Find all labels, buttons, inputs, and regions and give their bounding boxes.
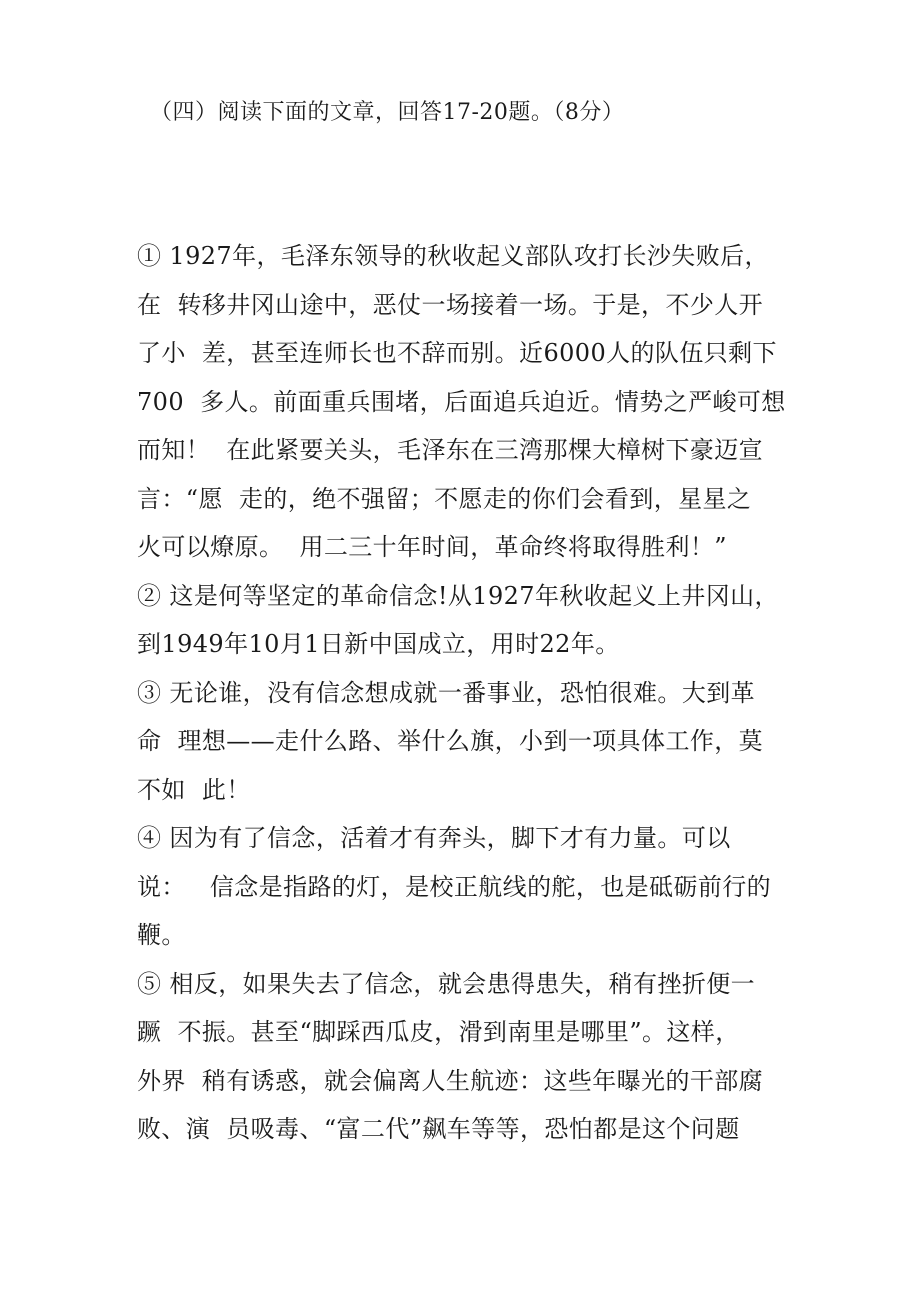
article-line: 言：“愿 走的，绝不强留；不愿走的你们会看到，星星之: [137, 484, 752, 513]
article-line: 外界 稍有诱惑，就会偏离人生航迹：这些年曝光的干部腐: [137, 1066, 764, 1095]
article-line: 700 多人。前面重兵围堵，后面追兵迫近。情势之严峻可想: [137, 387, 786, 416]
article-line: ① 1927年，毛泽东领导的秋收起义部队攻打长沙失败后，: [137, 242, 769, 270]
article-line: 败、演 员吸毒、“富二代”飙车等等，恐怕都是这个问题: [137, 1115, 740, 1143]
article-line: 火可以燎原。 用二三十年时间，革命终将取得胜利！”: [137, 533, 727, 561]
article-line: 在 转移井冈山途中，恶仗一场接着一场。于是，不少人开: [137, 290, 764, 319]
article-line: 鞭。: [137, 921, 186, 949]
article-line: ⑤ 相反，如果失去了信念，就会患得患失，稍有挫折便一: [137, 969, 756, 998]
article-line: ② 这是何等坚定的革命信念!从1927年秋收起义上井冈山，: [137, 581, 779, 610]
article-line: 命 理想——走什么路、举什么旗，小到一项具体工作，莫: [137, 727, 764, 755]
article-line: 了小 差，甚至连师长也不辞而别。近6000人的队伍只剩下: [137, 339, 777, 367]
article-body: [137, 232, 817, 1154]
article-line: 说： 信念是指路的灯，是校正航线的舵，也是砥砺前行的: [137, 872, 772, 901]
article-line: 到1949年10月1日新中国成立，用时22年。: [137, 630, 620, 658]
section-heading: （四）阅读下面的文章，回答17-20题。（8分）: [150, 100, 625, 125]
article-line: ③ 无论谁，没有信念想成就一番事业，恐怕很难。大到革: [137, 678, 756, 707]
article-line: 而知！ 在此紧要关头，毛泽东在三湾那棵大樟树下豪迈宣: [137, 436, 764, 464]
article-line: 不如 此！: [137, 775, 251, 804]
article-line: ④ 因为有了信念，活着才有奔头，脚下才有力量。可以: [137, 824, 731, 852]
article-line: 蹶 不振。甚至“脚踩西瓜皮，滑到南里是哪里”。这样，: [137, 1018, 740, 1046]
